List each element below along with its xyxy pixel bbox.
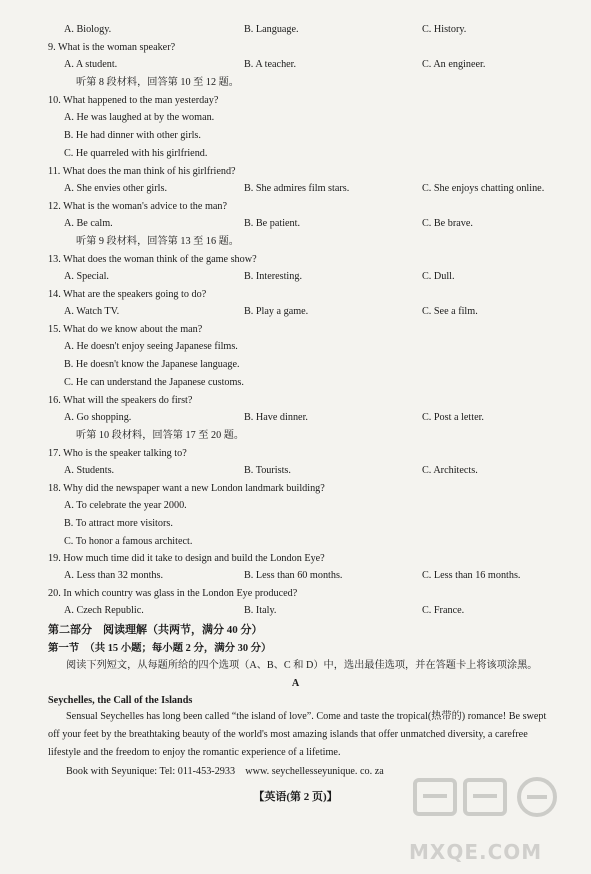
q8-option-c: C. History.: [422, 24, 467, 35]
q12-option-a: A. Be calm.: [64, 218, 113, 229]
q8-option-b: B. Language.: [244, 24, 299, 35]
instruction-passage-10: 听第 10 段材料，回答第 17 至 20 题。: [76, 430, 245, 441]
q16-option-c: C. Post a letter.: [422, 412, 484, 423]
q19-option-a: A. Less than 32 months.: [64, 570, 164, 581]
q17-option-c: C. Architects.: [422, 465, 478, 476]
section1-title: 第一节 （共 15 小题；每小题 2 分，满分 30 分）: [48, 643, 272, 654]
q17-option-b: B. Tourists.: [244, 465, 291, 476]
q13-option-b: B. Interesting.: [244, 271, 303, 282]
q10-option-b: B. He had dinner with other girls.: [64, 130, 201, 141]
q16-text: 16. What will the speakers do first?: [48, 395, 193, 406]
q9-option-c: C. An engineer.: [422, 59, 486, 70]
section1-instruction: 阅读下列短文，从每题所给的四个选项（A、B、C 和 D）中，选出最佳选项，并在答题卡上将该项涂黑。: [66, 660, 538, 671]
q13-option-a: A. Special.: [64, 271, 109, 282]
q10-option-a: A. He was laughed at by the woman.: [64, 112, 215, 123]
q11-option-c: C. She enjoys chatting online.: [422, 183, 545, 194]
q14-option-a: A. Watch TV.: [64, 306, 120, 317]
q19-option-b: B. Less than 60 months.: [244, 570, 343, 581]
q9-text: 9. What is the woman speaker?: [48, 42, 176, 53]
q11-option-b: B. She admires film stars.: [244, 183, 350, 194]
q17-text: 17. Who is the speaker talking to?: [48, 448, 187, 459]
q19-option-c: C. Less than 16 months.: [422, 570, 521, 581]
q10-option-c: C. He quarreled with his girlfriend.: [64, 148, 208, 159]
q12-text: 12. What is the woman's advice to the man?: [48, 201, 228, 212]
q12-option-b: B. Be patient.: [244, 218, 301, 229]
q11-text: 11. What does the man think of his girlfriend?: [48, 166, 236, 177]
booking-info: Book with Seyunique: Tel: 011-453-2933 www. seychellesseyunique. co. za: [66, 766, 384, 777]
q20-option-c: C. France.: [422, 605, 465, 616]
q12-option-c: C. Be brave.: [422, 218, 473, 229]
watermark-logo: [401, 776, 581, 868]
q15-option-c: C. He can understand the Japanese customs.: [64, 377, 244, 388]
q18-option-a: A. To celebrate the year 2000.: [64, 500, 187, 511]
q10-text: 10. What happened to the man yesterday?: [48, 95, 219, 106]
q16-option-a: A. Go shopping.: [64, 412, 132, 423]
q20-option-b: B. Italy.: [244, 605, 277, 616]
watermark-graphic: [401, 776, 581, 868]
instruction-passage-8: 听第 8 段材料，回答第 10 至 12 题。: [76, 77, 239, 88]
passage-paragraph: Sensual Seychelles has long been called “the island of love”. Come and taste the tropical(热带的) romance! Be swept off your feet by the breathtaking beauty of the world's most amazing islands that offer unmatched diversity, a carefree lifestyle and the freedom to enjoy the romantic experience of a lifetime.: [48, 711, 547, 758]
page-footer: 【英语(第 2 页)】: [253, 791, 338, 803]
q9-option-a: A. A student.: [64, 59, 118, 70]
q14-text: 14. What are the speakers going to do?: [48, 289, 207, 300]
q15-option-a: A. He doesn't enjoy seeing Japanese films.: [64, 341, 238, 352]
q13-option-c: C. Dull.: [422, 271, 455, 282]
q14-option-c: C. See a film.: [422, 306, 478, 317]
q18-text: 18. Why did the newspaper want a new London landmark building?: [48, 483, 325, 494]
q19-text: 19. How much time did it take to design and build the London Eye?: [48, 553, 325, 564]
q14-option-b: B. Play a game.: [244, 306, 309, 317]
q20-option-a: A. Czech Republic.: [64, 605, 144, 616]
q20-text: 20. In which country was glass in the London Eye produced?: [48, 588, 298, 599]
q9-option-b: B. A teacher.: [244, 59, 297, 70]
q11-option-a: A. She envies other girls.: [64, 183, 167, 194]
instruction-passage-9: 听第 9 段材料，回答第 13 至 16 题。: [76, 236, 239, 247]
q18-option-b: B. To attract more visitors.: [64, 518, 173, 529]
q15-option-b: B. He doesn't know the Japanese language.: [64, 359, 240, 370]
q18-option-c: C. To honor a famous architect.: [64, 536, 193, 547]
watermark-text: MXQE.COM: [409, 840, 543, 864]
q17-option-a: A. Students.: [64, 465, 115, 476]
passage-label: A: [291, 678, 300, 689]
q8-option-a: A. Biology.: [64, 24, 112, 35]
part2-title: 第二部分 阅读理解（共两节，满分 40 分）: [48, 624, 263, 636]
q16-option-b: B. Have dinner.: [244, 412, 308, 423]
q13-text: 13. What does the woman think of the game show?: [48, 254, 257, 265]
passage-title: Seychelles, the Call of the Islands: [48, 695, 193, 706]
q15-text: 15. What do we know about the man?: [48, 324, 203, 335]
